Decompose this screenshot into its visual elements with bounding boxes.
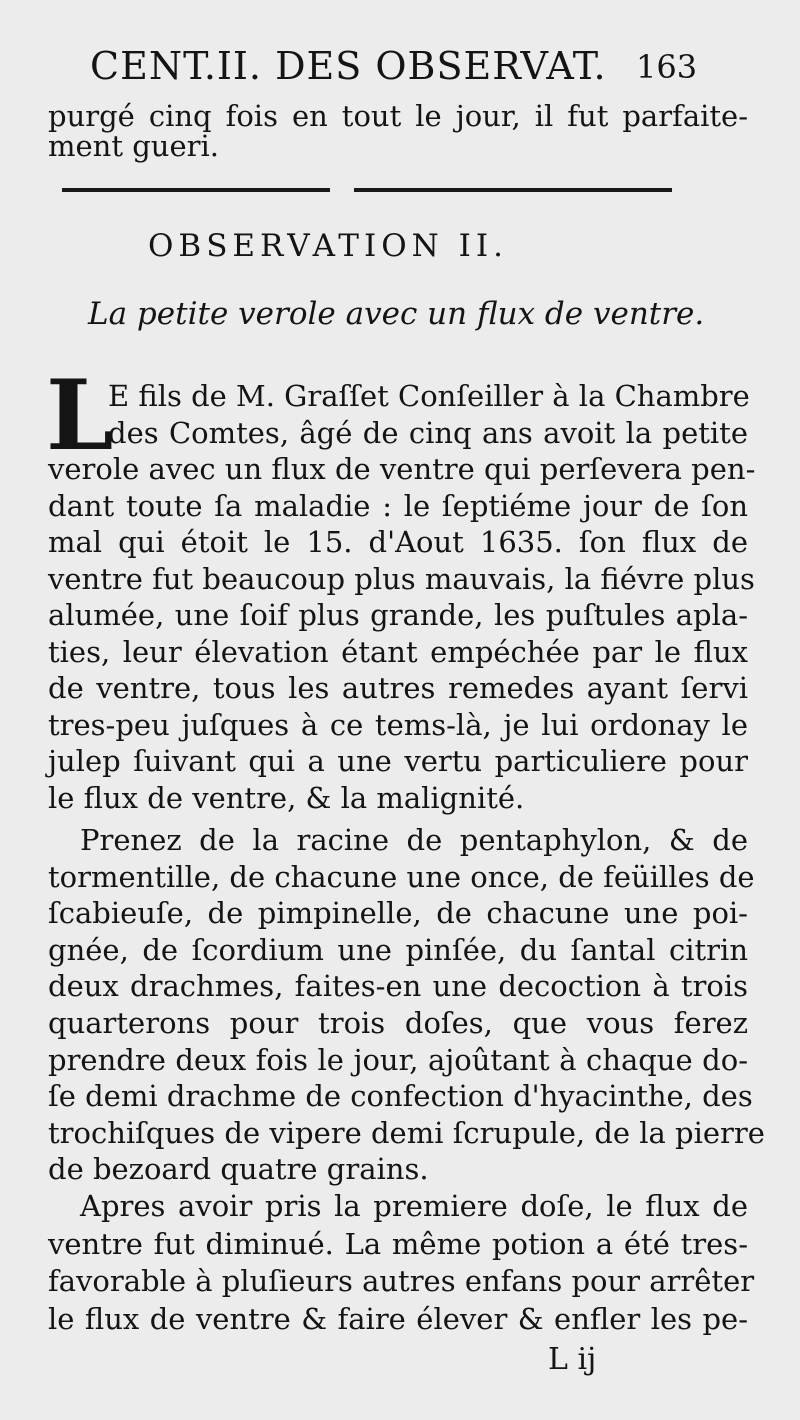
text-line: trochiſques de vipere demi ſcrupule, de la pierre	[48, 1115, 765, 1150]
text-line: ventre fut diminué. La même potion a été tres-	[48, 1226, 748, 1261]
running-title: CENT.II. DES OBSERVAT.	[90, 44, 607, 88]
carryover-line: purgé cinq fois en tout le jour, il fut parfaite-	[48, 99, 748, 133]
text-line: mal qui étoit le 15. d'Aout 1635. ſon flux de	[48, 525, 748, 559]
text-line: ventre fut beaucoup plus mauvais, la fiévre plus	[48, 561, 755, 596]
text-line: dant toute ſa maladie : le ſeptiéme jour de ſon	[48, 488, 748, 523]
text-line: Prenez de la racine de pentaphylon, & de	[80, 823, 748, 857]
text-line: quarterons pour trois doſes, que vous ferez	[48, 1006, 748, 1040]
text-line: tormentille, de chacune une once, de feüilles de	[48, 859, 755, 894]
text-line: deux drachmes, faites-en une decoction à trois	[48, 969, 748, 1004]
section-rule-right	[354, 188, 672, 192]
text-line: ſe demi drachme de confection d'hyacinthe, des	[48, 1079, 753, 1114]
text-line: des Comtes, âgé de cinq ans avoit la petite	[108, 415, 748, 450]
text-line: alumée, une ſoif plus grande, les puſtules apla-	[48, 598, 748, 632]
drop-cap: L	[46, 359, 114, 472]
text-line: de ventre, tous les autres remedes ayant ſervi	[48, 671, 748, 705]
text-line: julep ſuivant qui a une vertu particuliere pour	[48, 744, 748, 778]
text-line: gnée, de ſcordium une pinſée, du ſantal citrin	[48, 932, 748, 967]
text-line: E fils de M. Graſſet Conſeiller à la Chambre	[108, 379, 750, 413]
text-line: ties, leur élevation étant empéchée par le flux	[48, 634, 748, 669]
carryover-line: ment gueri.	[48, 129, 219, 163]
text-line: ſcabieuſe, de pimpinelle, de chacune une poi-	[48, 896, 748, 931]
text-line: verole avec un flux de ventre qui perſevera pen-	[48, 452, 756, 486]
text-line: le flux de ventre & faire élever & enfler les pe-	[48, 1301, 748, 1336]
page-number: 163	[636, 48, 698, 86]
observation-title: OBSERVATION II.	[148, 228, 508, 264]
section-rule-left	[62, 188, 330, 192]
observation-subtitle: La petite verole avec un flux de ventre.	[88, 296, 705, 332]
text-line: tres-peu juſques à ce tems-là, je lui ordonay le	[48, 707, 748, 742]
text-line: favorable à pluſieurs autres enfans pour arrêter	[48, 1264, 755, 1298]
text-line: prendre deux fois le jour, ajoûtant à chaque do-	[48, 1042, 748, 1077]
text-line: Apres avoir pris la premiere doſe, le flux de	[80, 1189, 748, 1223]
signature-mark: L ij	[548, 1342, 597, 1377]
text-line: le flux de ventre, & la malignité.	[48, 780, 525, 815]
text-line: de bezoard quatre grains.	[48, 1152, 429, 1187]
